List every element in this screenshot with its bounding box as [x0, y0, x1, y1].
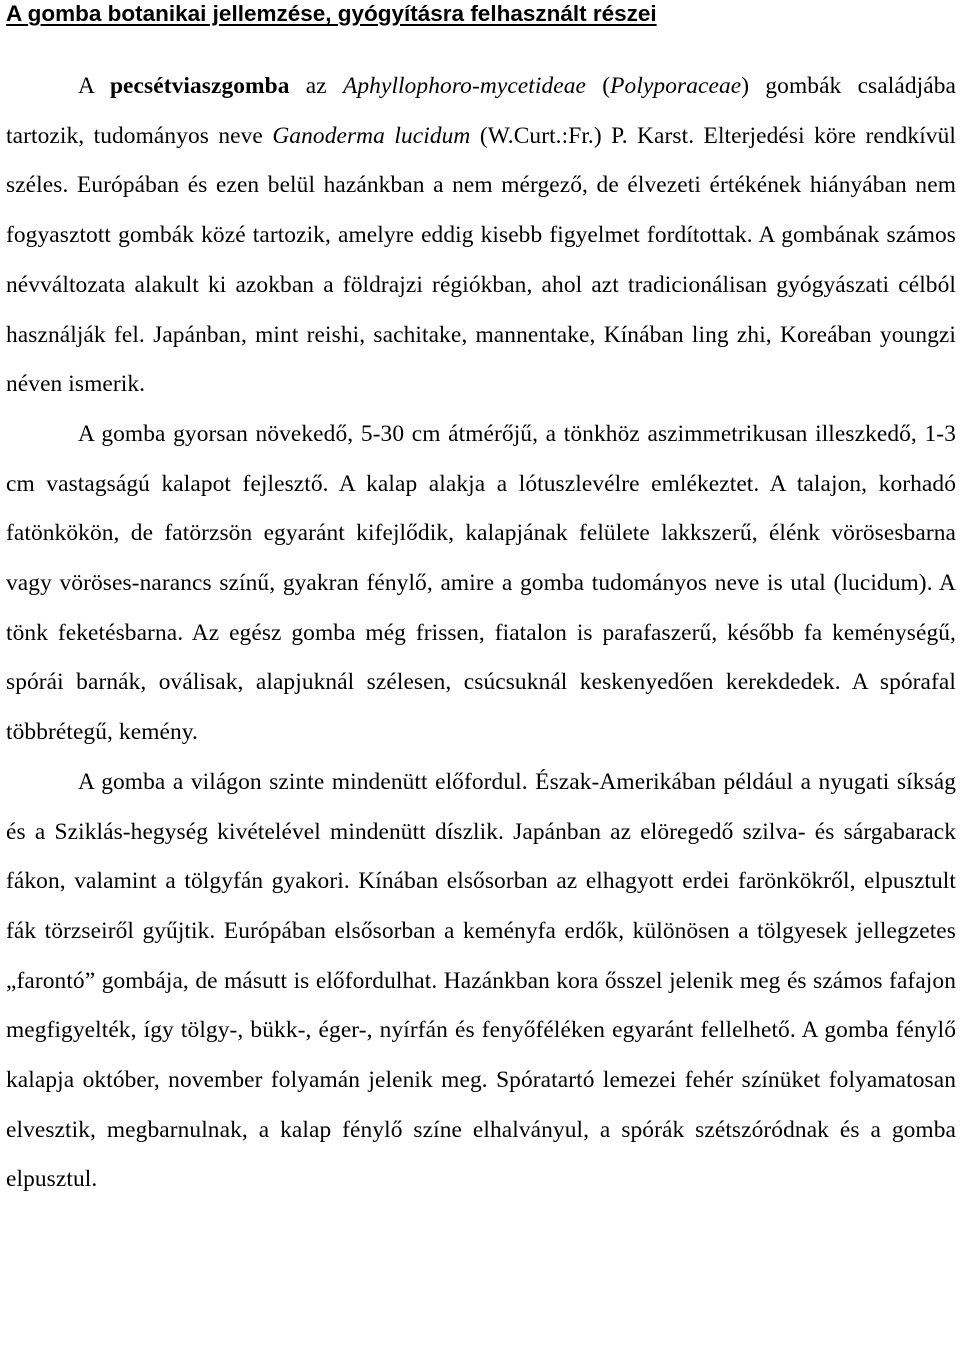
text-run-italic: Polyporaceae: [610, 73, 742, 99]
document-page: [6, 0, 956, 1205]
text-run: A: [78, 73, 110, 99]
document-title: A gomba botanikai jellemzése, gyógyításra felhasznált részei: [6, 1, 657, 26]
text-run: (W.Curt.:Fr.) P. Karst. Elterjedési köre rendkívül széles. Európában és ezen belül hazánkban a nem mérgező, de élvezeti értékének hiányában nem fogyasztott gombák közé tartozik, amelyre eddig kisebb figyelmet fordítottak. A gombának számos névváltozata alakult ki azokban a földrajzi régiókban, ahol azt tradicionálisan gyógyászati célból használják fel. Japánban, mint reishi, sachitake, mannentake, Kínában ling zhi, Koreában youngzi néven ismerik.: [6, 122, 956, 398]
text-run-bold: pecsétviaszgomba: [109, 73, 290, 99]
text-run: A gomba gyorsan növekedő, 5-30 cm átmérőjű, a tönkhöz aszimmetrikusan illeszkedő, 1-3 cm vastagságú kalapot fejlesztő. A kalap alakja a lótuszlevélre emlékeztet. A talajon, korhadó fatönkökön, de fatörzsön egyaránt kifejlődik, kalapjának felülete lakkszerű, élénk vörösesbarna vagy vöröses-narancs színű, gyakran fénylő, amire a gomba tudományos neve is utal (lucidum). A tönk feketésbarna. Az egész gomba még frissen, fiatalon is parafaszerű, később fa keménységű, spórái barnák, oválisak, alapjuknál szélesen, csúcsuknál keskenyedően kerekdedek. A spórafal többrétegű, kemény.: [6, 420, 956, 746]
text-run-italic: Aphyllophoro-mycetideae: [342, 73, 587, 99]
paragraph-morphology: [6, 410, 956, 758]
paragraph-taxonomy: [6, 62, 956, 410]
text-run: az: [289, 73, 343, 99]
paragraph-distribution: [6, 758, 956, 1205]
text-run: ) gombák családjába tartozik, tudományos neve: [6, 73, 956, 149]
text-run: (: [586, 73, 611, 99]
document-body: [6, 62, 956, 1205]
text-run: A gomba a világon szinte mindenütt előfordul. Észak-Amerikában például a nyugati síkság és a Sziklás-hegység kivételével mindenütt díszlik. Japánban az elöregedő szilva- és sárgabarack fákon, valamint a tölgyfán gyakori. Kínában elsősorban az elhagyott erdei farönkökről, elpusztult fák törzseiről gyűjtik. Európában elsősorban a keményfa erdők, különösen a tölgyesek jellegzetes „farontó” gombája, de másutt is előfordulhat. Hazánkban kora ősszel jelenik meg és számos fafajon megfigyelték, így tölgy-, bükk-, éger-, nyírfán és fenyőféléken egyaránt fellelhető. A gomba fénylő kalapja október, november folyamán jelenik meg. Spóratartó lemezei fehér színüket folyamatosan elvesztik, megbarnulnak, a kalap fénylő színe elhalványul, a spórák szétszóródnak és a gomba elpusztul.: [6, 768, 956, 1193]
text-run-italic: Ganoderma lucidum: [272, 122, 471, 149]
